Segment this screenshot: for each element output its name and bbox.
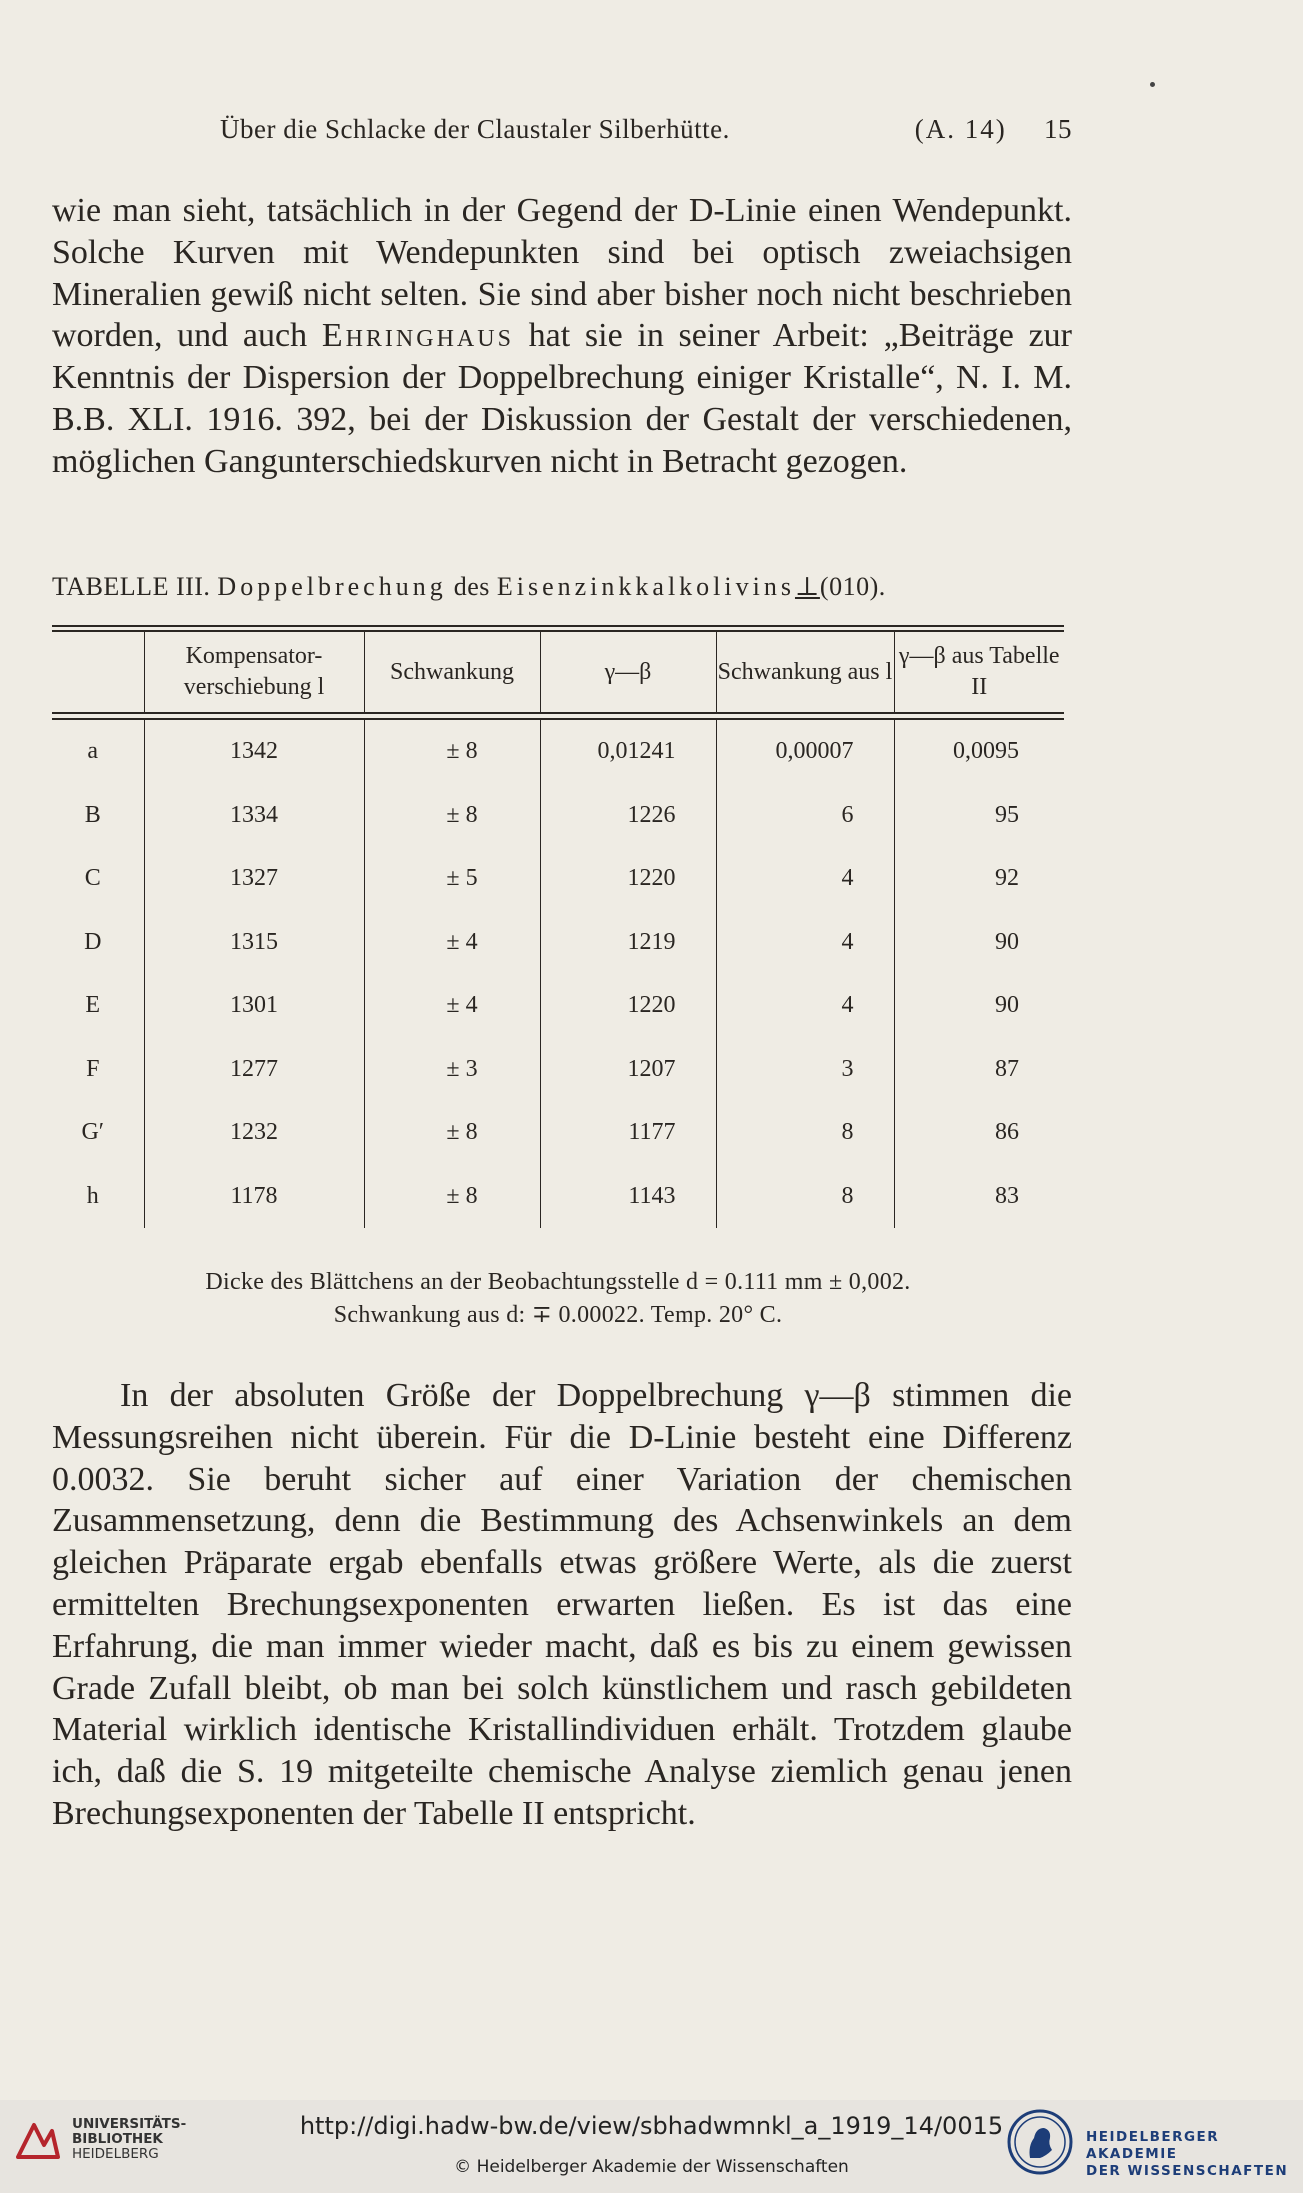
table-cell: 1232 — [144, 1101, 364, 1165]
academy-name — [1086, 2129, 1303, 2180]
table-cell: 83 — [894, 1165, 1064, 1229]
header-kompensator: Kompensator-verschiebung l — [144, 632, 364, 712]
paragraph-1 — [52, 190, 1072, 483]
header-schwankung-aus-l: Schwankung aus l — [716, 632, 894, 712]
table-cell: 1207 — [540, 1038, 716, 1102]
library-name-line-2: BIBLIOTHEK — [72, 2131, 163, 2147]
table-cell: 1342 — [144, 720, 364, 784]
table-top-rule — [52, 625, 1064, 632]
table-cell: 8 — [716, 1101, 894, 1165]
table-cell: ± 8 — [364, 784, 540, 848]
table-cell: 95 — [894, 784, 1064, 848]
table-cell: 3 — [716, 1038, 894, 1102]
table-cell: 1220 — [540, 847, 716, 911]
page-number: 15 — [1044, 114, 1072, 144]
table-header-row — [52, 632, 1064, 712]
caption-plane: (010). — [819, 572, 886, 601]
table-cell: ± 8 — [364, 720, 540, 784]
table-cell: 1226 — [540, 784, 716, 848]
table-cell: 1277 — [144, 1038, 364, 1102]
table-row — [52, 720, 1064, 784]
header-gamma-beta-tabelle-ii: γ—β aus Tabelle II — [894, 632, 1064, 712]
header-right — [915, 114, 1072, 145]
table-cell: 1219 — [540, 911, 716, 975]
table-cell: 1334 — [144, 784, 364, 848]
table-row — [52, 911, 1064, 975]
author-name-ehringhaus: Ehringhaus — [321, 317, 514, 355]
table-cell: D — [84, 928, 102, 955]
table-cell: ± 4 — [364, 974, 540, 1038]
paragraph-1-text-a: wie man sieht, tatsächlich in der Gegend der D-Linie einen Wendepunkt. Solche Kurven mit Wendepunkten sind bei optisch zweiachsigen Mineralien gewiß nicht selten. Sie sind aber bisher noch nicht beschrieben worden, und auch — [52, 192, 1072, 355]
header-title: Über die Schlacke der Claustaler Silberhütte. — [220, 114, 730, 144]
table-cell: ± 5 — [364, 847, 540, 911]
library-name-line-1: UNIVERSITÄTS- — [72, 2116, 187, 2132]
perpendicular-symbol: ⊥ — [794, 572, 820, 601]
table-cell: 0,01241 — [540, 720, 716, 784]
table-cell: ± 4 — [364, 911, 540, 975]
header-cell — [52, 632, 144, 712]
table-caption — [52, 572, 1072, 602]
repository-footer — [0, 2100, 1303, 2193]
header-reference: (A. 14) — [914, 114, 1007, 144]
data-table — [52, 632, 1064, 712]
running-header — [220, 114, 1072, 145]
table-footnote — [52, 1266, 1064, 1332]
paragraph-2: In der absoluten Größe der Doppelbrechung γ—β stimmen die Messungsreihen nicht überein. Für die D-Linie besteht eine Differenz 0.0032. Sie beruht sicher auf einer Variation der chemischen Zusammensetzung, denn die Bestimmung des Achsenwinkels an dem gleichen Präparate ergab ebenfalls etwas größere Werte, als die zuerst ermittelten Brechungsexponenten erwarten ließen. Es ist das eine Erfahrung, die man immer wieder macht, daß es bis zu einem gewissen Grade Zufall bleibt, ob man bei solch künstlichem und rasch gebildeten Material wirklich identische Kristallindividuen erhält. Trotzdem glaube ich, daß die S. 19 mitgeteilte chemische Analyse ziemlich genau jenen Brechungsexponenten der Tabelle II entspricht. — [52, 1377, 1072, 1832]
table-cell: 1143 — [540, 1165, 716, 1229]
footnote-line-2: Schwankung aus d: ∓ 0.00022. Temp. 20° C. — [333, 1302, 783, 1328]
table-cell: 4 — [716, 911, 894, 975]
table-header-rule — [52, 712, 1064, 720]
table-cell: 8 — [716, 1165, 894, 1229]
caption-word-mineral: Eisenzinkkalkolivins — [496, 572, 795, 601]
permalink-url[interactable]: http://digi.hadw-bw.de/view/sbhadwmnkl_a_1919_14/0015 — [299, 2112, 1004, 2140]
footnote-line-1: Dicke des Blättchens an der Beobachtungsstelle d = 0.111 mm ± 0,002. — [205, 1269, 911, 1295]
caption-word-doppelbrechung: Doppelbrechung — [217, 572, 447, 601]
header-gamma-beta: γ—β — [540, 632, 716, 712]
table-cell: ± 8 — [364, 1165, 540, 1229]
table-cell: 0,0095 — [894, 720, 1064, 784]
table-cell: 86 — [894, 1101, 1064, 1165]
caption-word-des: des — [453, 572, 490, 601]
table-cell: 6 — [716, 784, 894, 848]
table-cell: ± 8 — [364, 1101, 540, 1165]
academy-name-line-1: HEIDELBERGER AKADEMIE — [1086, 2129, 1220, 2162]
table-cell: B — [84, 801, 101, 828]
table-cell: 1178 — [144, 1165, 364, 1229]
table-row — [52, 974, 1064, 1038]
table-row — [52, 1038, 1064, 1102]
table-cell: ± 3 — [364, 1038, 540, 1102]
table-cell: G′ — [81, 1119, 105, 1146]
table-cell: a — [87, 738, 99, 765]
academy-seal-icon — [1006, 2108, 1074, 2176]
table-cell: 4 — [716, 847, 894, 911]
table-cell: h — [86, 1182, 99, 1209]
table-cell: C — [84, 865, 101, 892]
table-cell: 1327 — [144, 847, 364, 911]
table-cell: 1315 — [144, 911, 364, 975]
library-name-line-3: HEIDELBERG — [72, 2146, 159, 2162]
table-cell: 1177 — [540, 1101, 716, 1165]
data-table-body — [52, 720, 1064, 1228]
table-row — [52, 784, 1064, 848]
paragraph-1-text-b: hat sie in seiner Arbeit: „Beiträge zur Kenntnis der Dispersion der Doppelbrechung einiger Kristalle“, N. I. M. B.B. XLI. 1916. 392, bei der Diskussion der Gestalt der verschiedenen, möglichen Gangunterschiedskurven nicht in Betracht gezogen. — [52, 317, 1072, 480]
table-cell: E — [85, 992, 101, 1019]
data-table-wrapper — [52, 625, 1064, 1228]
copyright-notice: © Heidelberger Akademie der Wissenschaften — [454, 2157, 849, 2177]
table-cell: 90 — [894, 974, 1064, 1038]
table-row — [52, 1165, 1064, 1229]
speck-mark — [1150, 82, 1155, 87]
table-label: TABELLE III. — [52, 572, 211, 601]
table-row — [52, 847, 1064, 911]
table-cell: 4 — [716, 974, 894, 1038]
table-cell: 1220 — [540, 974, 716, 1038]
table-cell: 92 — [894, 847, 1064, 911]
table-cell: 90 — [894, 911, 1064, 975]
table-cell: 0,00007 — [716, 720, 894, 784]
table-row — [52, 1101, 1064, 1165]
academy-name-line-2: DER WISSENSCHAFTEN — [1086, 2163, 1289, 2179]
table-cell: 1301 — [144, 974, 364, 1038]
table-cell: 87 — [894, 1038, 1064, 1102]
table-cell: F — [86, 1055, 100, 1082]
header-schwankung: Schwankung — [364, 632, 540, 712]
